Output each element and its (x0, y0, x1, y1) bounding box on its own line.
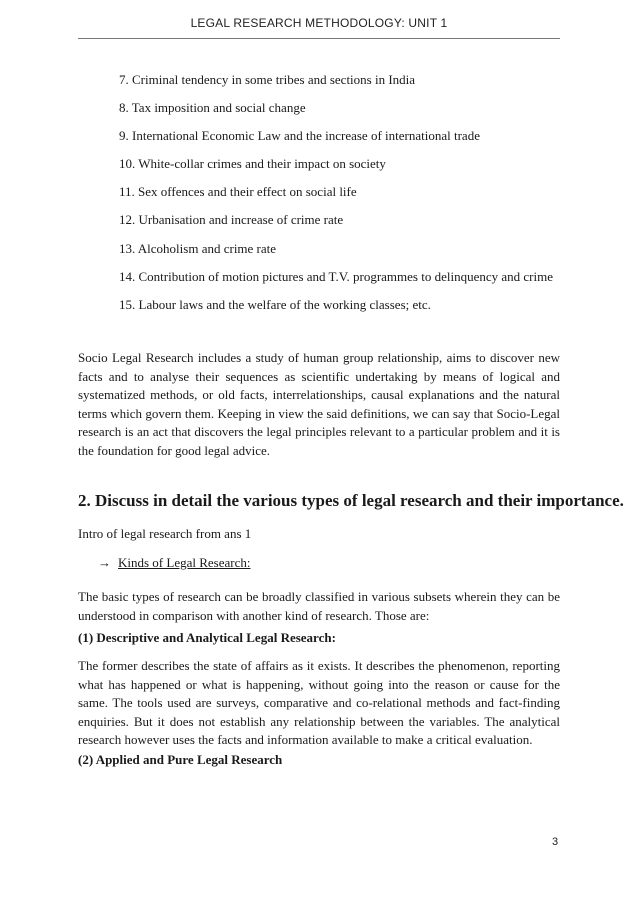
applied-heading: (2) Applied and Pure Legal Research (78, 752, 283, 767)
list-item: 14. Contribution of motion pictures and T.V. programmes to delinquency and crime (119, 268, 553, 284)
list-item: 9. International Economic Law and the increase of international trade (119, 128, 480, 144)
kinds-subheading (98, 555, 250, 571)
question-heading: 2. Discuss in detail the various types of legal research and their importance. (78, 491, 624, 510)
socio-legal-paragraph: Socio Legal Research includes a study of human group relationship, aims to discover new facts and to analyse their sequences as scientific undertaking by means of logical and systematized methods, or old facts, interrelationships, causal explanations and the natural terms which govern them. Keeping in view the said definitions, we can say that Socio-Legal research is an act that discovers the legal principles relevant to a particular problem and it is the foundation for good legal advice. (78, 350, 560, 458)
descriptive-heading: (1) Descriptive and Analytical Legal Research: (78, 630, 336, 645)
research-topics-list (119, 72, 559, 325)
list-item: 15. Labour laws and the welfare of the working classes; etc. (119, 296, 431, 312)
page-header: LEGAL RESEARCH METHODOLOGY: UNIT 1 (190, 16, 448, 30)
list-item: 12. Urbanisation and increase of crime rate (119, 212, 344, 228)
page-number: 3 (552, 836, 559, 848)
list-item: 10. White-collar crimes and their impact on society (119, 156, 386, 172)
list-item: 8. Tax imposition and social change (119, 100, 306, 116)
header-divider (78, 38, 560, 39)
kinds-heading-text: Kinds of Legal Research: (118, 555, 251, 570)
types-paragraph: The basic types of research can be broadly classified in various subsets wherein they can be understood in comparison with another kind of research. Those are: (78, 589, 560, 623)
descriptive-paragraph: The former describes the state of affairs as it exists. It describes the phenomenon, reporting what has happened or what is happening, without going into the reason or cause for the same. The tools used are surveys, comparative and co-relational methods and fact-finding enquiries. But it does not establish any relationship between the variables. The analytical research however uses the facts and information available to make a critical evaluation. (78, 658, 560, 748)
intro-note: Intro of legal research from ans 1 (78, 526, 252, 541)
list-item: 13. Alcoholism and crime rate (119, 240, 277, 256)
list-item: 11. Sex offences and their effect on social life (119, 184, 357, 200)
list-item: 7. Criminal tendency in some tribes and sections in India (119, 72, 416, 87)
arrow-right-icon: → (98, 555, 111, 570)
